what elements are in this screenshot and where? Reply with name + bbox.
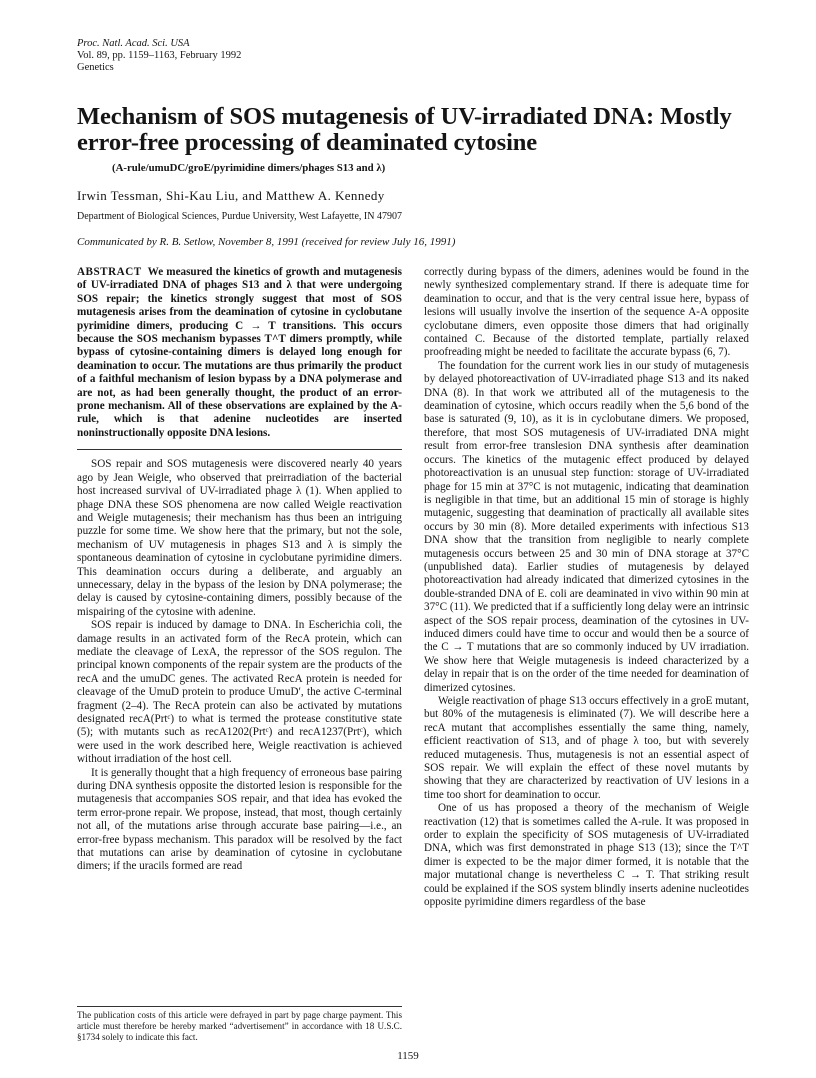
journal-volume: Vol. 89, pp. 1159–1163, February 1992 (77, 50, 242, 61)
article-authors: Irwin Tessman, Shi-Kau Liu, and Matthew A. Kennedy (77, 188, 385, 203)
abstract-divider (77, 449, 402, 450)
journal-header (77, 38, 241, 74)
journal-section: Genetics (77, 62, 114, 73)
right-column (424, 266, 749, 910)
abstract-label: ABSTRACT (77, 266, 142, 278)
footnote-divider (77, 1006, 402, 1007)
body-paragraph: It is generally thought that a high frequency of erroneous base pairing during DNA synthesis opposite the distorted lesion is responsible for the mutagenesis that accompanies SOS repair, and that idea has evoked the term error-prone repair. We propose, instead, that most, though certainly not all, of the mutations arise through accurate base pairing—i.e., an error-free bypass mechanism. This paradox will be resolved by the fact that mutations can arise by deamination of cytosine in cyclobutane dimers; if the uracils formed are read (77, 766, 402, 873)
article-title: Mechanism of SOS mutagenesis of UV-irradiated DNA: Mostly error-free processing of deaminated cytosine (77, 103, 732, 156)
journal-name: Proc. Natl. Acad. Sci. USA (77, 38, 190, 49)
page-number: 1159 (397, 1050, 419, 1062)
article-keywords: (A-rule/umuDC/groE/pyrimidine dimers/phages S13 and λ) (112, 162, 386, 174)
body-paragraph: Weigle reactivation of phage S13 occurs effectively in a groE mutant, but 80% of the mutagenesis is eliminated (7). We will describe here a recA mutant that accomplishes essentially the same thing, namely, efficient reactivation of S13, and of phage λ too, but with severely reduced mutagenesis. Thus, mutagenesis is not an essential aspect of SOS repair. We will explain the effect of these novel mutants by showing that they are characterized by reactivation of UV lesions in a time too short for deamination to occur. (424, 695, 749, 801)
footnote: The publication costs of this article were defrayed in part by page charge payment. This article must therefore be hereby marked “advertisement” in accordance with 18 U.S.C. §1734 solely to indicate this fact. (77, 1010, 402, 1042)
left-column (77, 266, 402, 874)
article-affiliation: Department of Biological Sciences, Purdue University, West Lafayette, IN 47907 (77, 211, 402, 222)
abstract (77, 266, 402, 440)
abstract-text: We measured the kinetics of growth and mutagenesis of UV-irradiated DNA of phages S13 and λ that were undergoing SOS repair; the kinetics strongly suggest that most of SOS mutagenesis arises from the deamination of cytosine in cyclobutane pyrimidine dimers, producing C → T transitions. This occurs because the SOS mechanism bypasses T^T dimers promptly, while bypass of cytosine-containing dimers is delayed long enough for deamination to occur. The mutations are thus primarily the product of a faithful mechanism of lesion bypass by a DNA polymerase and are not, as had been generally thought, the product of an error-prone mechanism. All of these observations are explained by the A-rule, which is that adenine nucleotides are inserted noninstructionally opposite DNA lesions. (77, 266, 402, 439)
body-paragraph: SOS repair is induced by damage to DNA. In Escherichia coli, the damage results in an activated form of the RecA protein, which can mediate the cleavage of LexA, the repressor of the SOS regulon. The principal known components of the repair system are the products of the recA and the umuDC genes. The activated RecA protein is needed for cleavage of the UmuD protein to produce UmuD′, the active C-terminal fragment (2–4). The RecA protein can also be activated by mutations designated recA(Prtᶜ) to what is termed the protease constitutive state (5); with mutants such as recA1202(Prtᶜ) and recA1237(Prtᶜ), which were used in the work described here, Weigle reactivation is achieved without irradiation of the host cell. (77, 619, 402, 766)
body-paragraph: correctly during bypass of the dimers, adenines would be found in the newly synthesized complementary strand. If there is adequate time for deamination to occur, and that is the very central issue here, bypass of lesions will usually involve the insertion of the sequence A-A opposite cyclobutane dimers, even opposite those dimers that had originally contained C. Because of the distorted template, partially relaxed proofreading might be needed to facilitate the accurate bypass (6, 7). (424, 266, 749, 359)
body-paragraph: One of us has proposed a theory of the mechanism of Weigle reactivation (12) that is sometimes called the A-rule. It was proposed in order to explain the specificity of SOS mutagenesis of UV-irradiated DNA, which was first demonstrated in phage S13 (13); since the T^T dimer is expected to be the major dimer formed, it is notable that the major mutational change is nevertheless C → T. That striking result could be explained if the SOS system blindly inserts adenine nucleotides opposite pyrimidine dimers regardless of the base (424, 802, 749, 909)
body-paragraph: SOS repair and SOS mutagenesis were discovered nearly 40 years ago by Jean Weigle, who observed that preirradiation of the bacterial host increased survival of UV-irradiated phage λ (1). When applied to phage DNA these SOS phenomena are now called Weigle reactivation and Weigle mutagenesis; their mechanism has thus been an intriguing puzzle for some time. We show here that the primary, but not the sole, mechanism of UV mutagenesis in phages S13 and λ is simply the spontaneous deamination of cytosine in cyclobutane pyrimidine dimers. This deamination occurs during a deliberate, and arguably an unnecessary, delay in the bypass of the lesion by DNA polymerase; the delay is caused by cytosine-containing dimers, possibly because of the mispairing of the cytosine with adenine. (77, 458, 402, 618)
body-paragraph: The foundation for the current work lies in our study of mutagenesis by delayed photoreactivation of UV-irradiated phage S13 and its naked DNA (8). In that work we attributed all of the mutagenesis to the deamination of cytosine, which occurs readily when the 5,6 bond of the base is saturated (9, 10), as it is in cyclobutane dimers. We proposed, therefore, that most SOS mutagenesis of UV-irradiated DNA might result from error-free translesion DNA synthesis after deamination occurs. The kinetics of the mutagenic effect produced by delayed photoreactivation is an unusual step function: storage of UV-irradiated phage for 15 min at 37°C is not mutagenic, indicating that deamination is negligible in that time, but an additional 15 min of storage is highly mutagenic, suggesting that deamination of practically all available sites occurs by 30 min (8). More detailed experiments with infectious S13 DNA show that the transition from negligible to nearly complete mutagenesis occurs between 25 and 30 min of DNA storage at 37°C (unpublished data). Earlier studies of mutagenesis by delayed photoreactivation had already indicated that dimerized cytosines in the double-stranded DNA of E. coli are deaminated in vivo within 90 min at 37°C (11). We predicted that if a sufficiently long delay were an intrinsic aspect of the SOS repair process, deamination of the cytosines in UV-induced dimers could have time to occur and would then be a source of the C → T mutations that are so commonly induced by UV irradiation. We show here that Weigle mutagenesis is indeed characterized by a delay in repair that is on the order of the time needed for deamination of dimerized cytosines. (424, 359, 749, 694)
article-communicated: Communicated by R. B. Setlow, November 8, 1991 (received for review July 16, 1991) (77, 236, 456, 248)
